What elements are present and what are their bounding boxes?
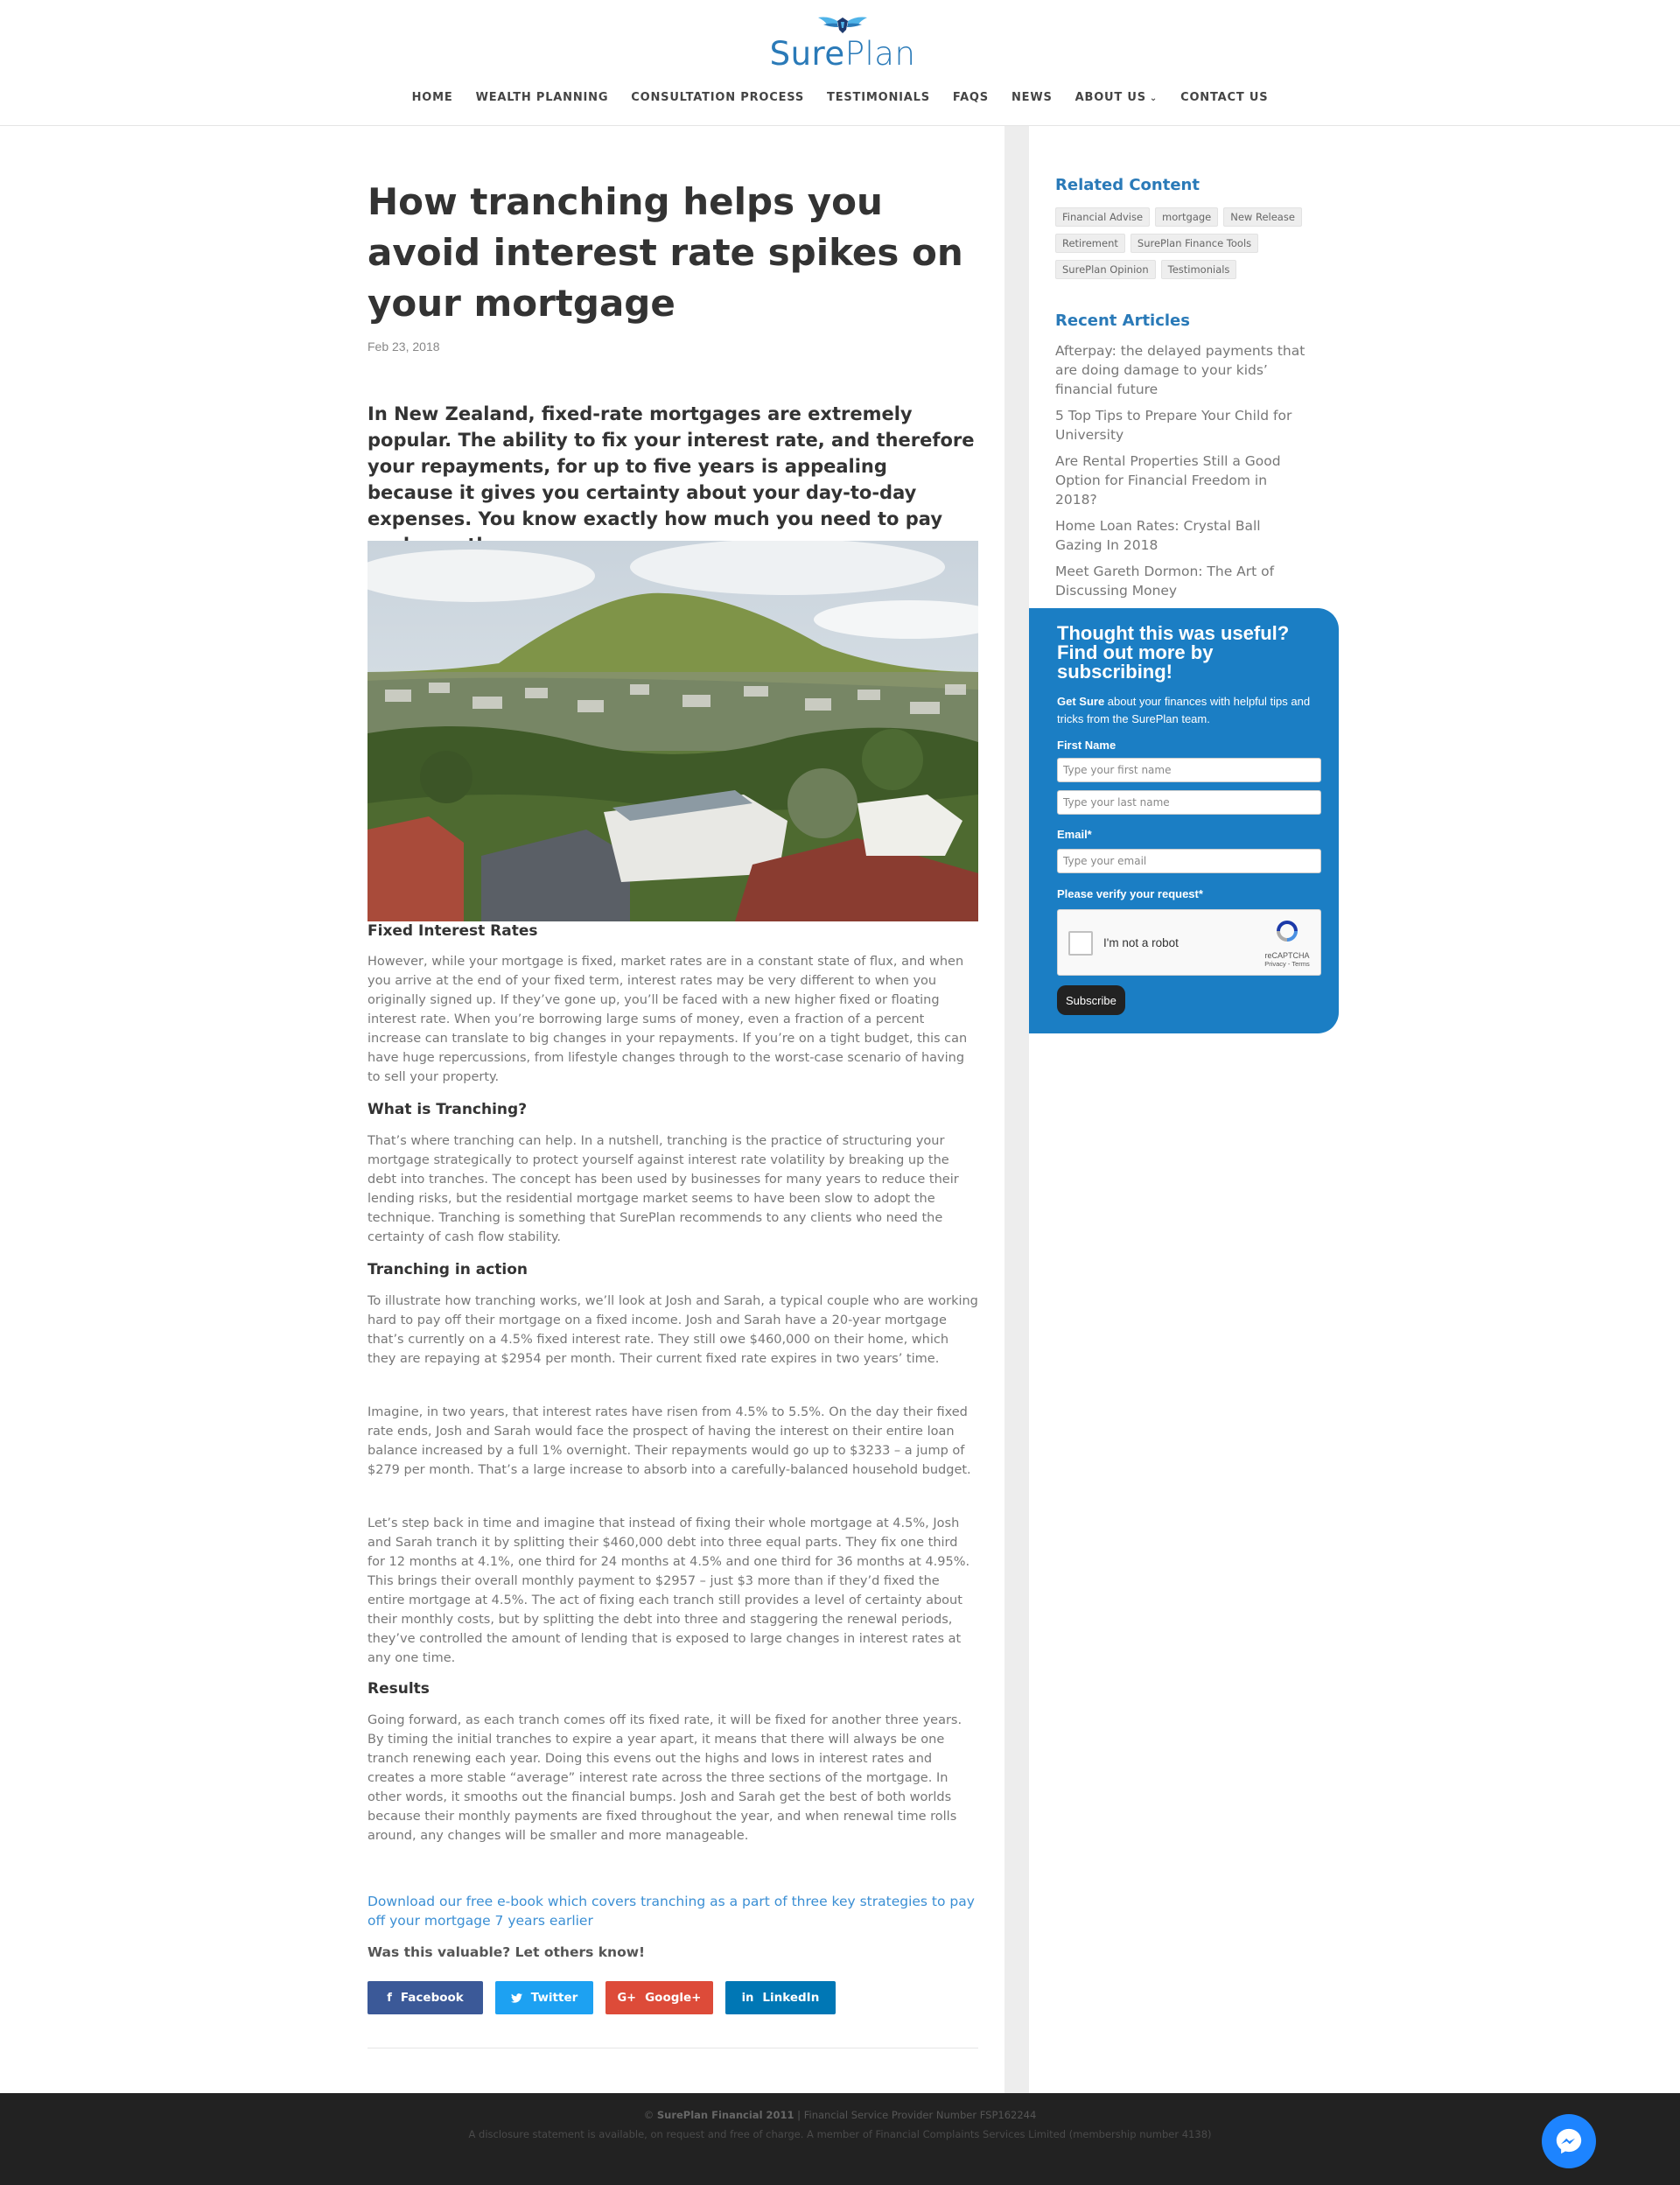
recent-article-link[interactable]: Afterpay: the delayed payments that are doing damage to your kids’ financial future [1055,343,1306,397]
article-date: Feb 23, 2018 [368,340,440,354]
nav-about-us-label: ABOUT US [1074,91,1146,104]
footer-company: SurePlan Financial 2011 [656,2109,794,2121]
nav-about-us[interactable] [1064,91,1169,104]
ebook-download-link[interactable]: Download our free e-book which covers tranching as a part of three key strategies to pay off your mortgage 7 years earlier [368,1894,975,1929]
recent-articles-heading: Recent Articles [1055,312,1190,330]
tag[interactable]: SurePlan Opinion [1055,260,1156,279]
recaptcha-widget [1057,909,1321,976]
google-plus-share-button[interactable] [606,1981,713,2014]
messenger-chat-button[interactable] [1542,2114,1596,2168]
recent-article-link[interactable]: Meet Gareth Dormon: The Art of Discussing Money [1055,564,1275,599]
tag[interactable]: Financial Advise [1055,207,1150,227]
recent-articles-list [1055,341,1309,607]
subscribe-button[interactable]: Subscribe [1057,985,1125,1015]
section-paragraph: That’s where tranching can help. In a nutshell, tranching is the practice of structuring your mortgage strategically to protect yourself against interest rate volatility by breaking up the debt into tranches. The concept has been used by businesses for many years to reduce their lending risks, but the residential mortgage market seems to have been slow to adopt the technique. Tranching is something that SurePlan recommends to any clients who need the certainty of cash flow stability. [368,1134,959,1244]
section-heading: What is Tranching? [368,1101,528,1118]
share-prompt: Was this valuable? Let others know! [368,1944,646,1960]
verify-label: Please verify your request* [1057,887,1203,900]
footer-copyright [0,2109,1680,2121]
share-buttons [368,1981,836,2014]
logo-sure: Sure [769,35,845,73]
footer-fsp: | Financial Service Provider Number FSP162244 [794,2109,1037,2121]
recent-article-link[interactable]: 5 Top Tips to Prepare Your Child for University [1055,408,1292,443]
tag[interactable]: Testimonials [1161,260,1237,279]
twitter-share-button[interactable] [495,1981,593,2014]
nav-news[interactable]: NEWS [1011,91,1053,104]
last-name-input[interactable] [1057,790,1321,815]
site-footer [0,2093,1680,2185]
recaptcha-brand: reCAPTCHA [1264,951,1310,960]
section-paragraph: Going forward, as each tranch comes off its fixed rate, it will be fixed for another three years. By timing the initial tranches to expire a year apart, it means that there will always be one tranch renewing each year. Doing this evens out the highs and lows in interest rates and creates a more stable “average” interest rate across the three sections of the mortgage. In other words, it smooths out the financial bumps. Josh and Sarah get the best of both worlds because their monthly payments are fixed throughout the year, and when renewal time rolls around, any changes will be smaller and more manageable. [368,1713,962,1843]
section-paragraph: However, while your mortgage is fixed, market rates are in a constant state of flux, and when you arrive at the end of your fixed term, interest rates may be very different to when you originally signed up. If they’ve gone up, you’ll be faced with a new higher fixed or floating interest rate. When you’re borrowing large sums of money, even a fraction of a percent increase can translate to big changes in your repayments. If you’re on a tight budget, this can have huge repercussions, from lifestyle changes through to the worst-case scenario of having to sell your property. [368,955,968,1084]
content-gutter [1004,126,1029,2093]
facebook-icon: f [387,1991,392,2005]
google-plus-share-label: Google+ [645,1991,702,2005]
nav-wealth-planning[interactable]: WEALTH PLANNING [475,91,609,104]
main-nav [0,91,1680,104]
first-name-label: First Name [1057,739,1116,752]
section-heading: Results [368,1680,430,1698]
section-paragraph: Let’s step back in time and imagine that instead of fixing their whole mortgage at 4.5%, Josh and Sarah tranch it by splitting their $460,000 debt into three equal parts. They fix one third for 12 months at 4.1%, one third for 24 months at 4.5% and one third for 36 months at 4.95%. This brings their overall monthly payment to $2957 – just $3 more than if they’d fixed the entire mortgage at 4.5%. The act of fixing each tranch still provides a level of certainty about their monthly costs, but by splitting the debt into three and staggering the renewal periods, they’ve controlled the amount of lending that is exposed to large changes in interest rates at any one time. [368,1516,970,1665]
site-header [0,0,1680,126]
tag[interactable]: SurePlan Finance Tools [1130,234,1258,253]
recaptcha-logo [1261,917,1313,968]
article-title: How tranching helps you avoid interest rate spikes on your mortgage [368,180,963,325]
nav-home[interactable]: HOME [411,91,453,104]
linkedin-share-label: LinkedIn [762,1991,820,2005]
twitter-icon [511,1993,522,2003]
section-paragraph: Imagine, in two years, that interest rates have risen from 4.5% to 5.5%. On the day their fixed rate ends, Josh and Sarah would face the prospect of having the interest on their entire loan balance increased by a full 1% overnight. Their repayments would go up to $3233 – a jump of $279 per month. That’s a large increase to absorb into a carefully-balanced household budget. [368,1405,971,1477]
recaptcha-privacy-terms[interactable]: Privacy - Terms [1264,960,1310,968]
recaptcha-checkbox[interactable] [1068,931,1093,956]
email-label: Email* [1057,828,1092,841]
subscribe-desc-rest: about your finances with helpful tips and tricks from the SurePlan team. [1057,695,1311,725]
section-heading: Tranching in action [368,1261,528,1278]
nav-consultation-process[interactable]: CONSULTATION PROCESS [631,91,805,104]
recent-article-link[interactable]: Are Rental Properties Still a Good Option for Financial Freedom in 2018? [1055,453,1281,508]
related-content-heading: Related Content [1055,176,1200,194]
subscribe-description [1057,693,1320,728]
nav-contact-us[interactable]: CONTACT US [1180,91,1269,104]
tag[interactable]: mortgage [1155,207,1218,227]
recaptcha-icon [1273,917,1301,945]
footer-disclosure: A disclosure statement is available, on request and free of charge. A member of Financial Complaints Services Limited (membership number 4138) [468,2128,1212,2140]
section-heading: Fixed Interest Rates [368,922,538,940]
logo-plan: Plan [844,35,916,73]
site-logo[interactable] [768,14,917,72]
winged-shield-icon [815,14,871,37]
article-lead: In New Zealand, fixed-rate mortgages are extremely popular. The ability to fix your interest rate, and therefore your repayments, for up to five years is appealing because it gives you certainty about your day-to-day expenses. You know exactly how much you need to pay [368,403,975,529]
hero-landscape-image [368,541,978,921]
tag[interactable]: Retirement [1055,234,1125,253]
facebook-share-button[interactable] [368,1981,483,2014]
subscribe-desc-bold: Get Sure [1057,695,1105,708]
email-input[interactable] [1057,849,1321,873]
linkedin-share-button[interactable] [725,1981,836,2014]
recent-article-link[interactable]: Home Loan Rates: Crystal Ball Gazing In 2018 [1055,518,1261,553]
subscribe-title: Thought this was useful? Find out more by subscribing! [1057,622,1290,683]
nav-testimonials[interactable]: TESTIMONIALS [827,91,930,104]
tag[interactable]: New Release [1223,207,1302,227]
copyright-symbol: © [643,2109,657,2121]
facebook-share-label: Facebook [400,1991,464,2005]
section-paragraph: To illustrate how tranching works, we’ll look at Josh and Sarah, a typical couple who are working hard to pay off their mortgage on a fixed income. Josh and Sarah have a 20-year mortgage that’s currently on a 4.5% fixed interest rate. They still owe $460,000 on their home, which they are repaying at $2954 per month. Their current fixed rate expires in two years’ time. [368,1294,978,1366]
twitter-share-label: Twitter [530,1991,578,2005]
messenger-icon [1554,2126,1584,2156]
subscribe-form [1029,608,1339,1033]
chevron-down-icon: ⌄ [1149,94,1158,103]
nav-faqs[interactable]: FAQS [952,91,989,104]
first-name-input[interactable] [1057,758,1321,782]
tag-cloud [1055,207,1318,279]
recaptcha-label: I'm not a robot [1103,936,1179,949]
google-plus-icon: G+ [617,1991,637,2005]
linkedin-icon: in [741,1991,754,2005]
hero-image [368,541,978,921]
